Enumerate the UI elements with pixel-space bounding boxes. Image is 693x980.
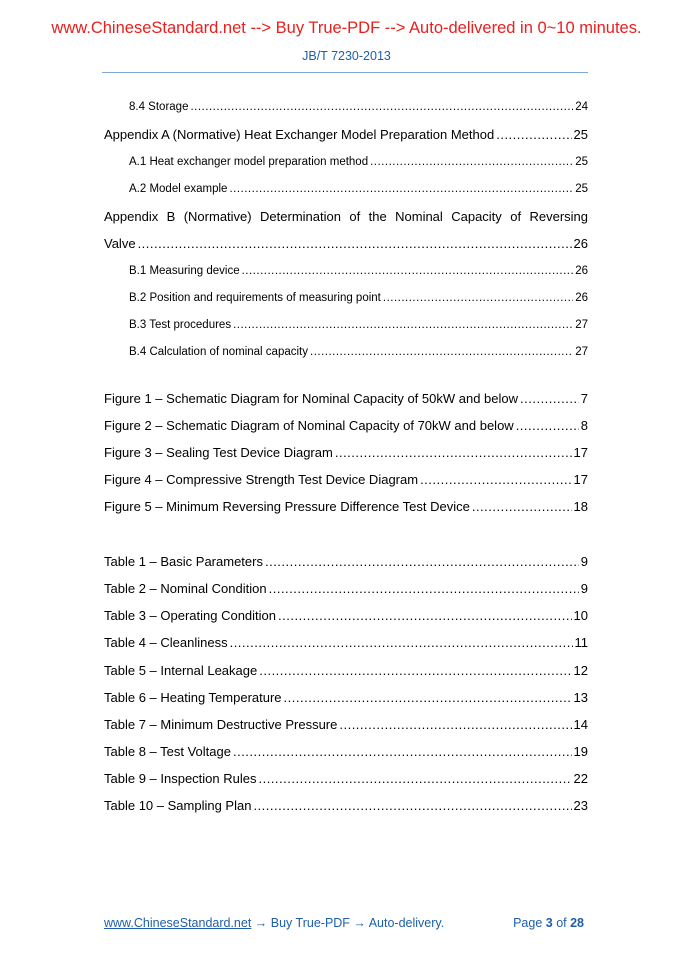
- toc-entry-page: 25: [575, 183, 588, 195]
- toc-entry-label: Table 6 – Heating Temperature: [104, 690, 282, 705]
- toc-table-8[interactable]: [104, 744, 588, 759]
- toc-leader-dots: [420, 472, 571, 487]
- toc-leader-dots: [138, 236, 572, 251]
- toc-entry-page: 24: [575, 101, 588, 113]
- toc-table-10[interactable]: [104, 798, 588, 813]
- toc-entry-page: 7: [580, 391, 588, 406]
- toc-entry-label: Table 8 – Test Voltage: [104, 744, 231, 759]
- toc-leader-dots: [242, 265, 574, 277]
- toc-entry-appendix-b-line1[interactable]: Appendix B (Normative) Determination of the Nominal Capacity of Reversing: [104, 209, 588, 224]
- toc-figure-5[interactable]: [104, 499, 588, 514]
- toc-entry-page: 13: [573, 690, 588, 705]
- page-of: of: [552, 916, 571, 930]
- toc-entry-page: 26: [575, 292, 588, 304]
- toc-entry-page: 25: [575, 156, 588, 168]
- toc-table-1[interactable]: [104, 554, 588, 569]
- toc-entry-page: 9: [580, 554, 588, 569]
- toc-table-3[interactable]: [104, 608, 588, 623]
- toc-entry-page: 18: [573, 499, 588, 514]
- toc-entry-page: 12: [573, 663, 588, 678]
- toc-entry-page: 25: [573, 127, 588, 142]
- toc-leader-dots: [258, 771, 571, 786]
- toc-entry-page: 27: [575, 346, 588, 358]
- toc-entry-a1[interactable]: [129, 156, 588, 168]
- toc-entry-b4[interactable]: [129, 346, 588, 358]
- toc-leader-dots: [265, 554, 579, 569]
- toc-entry-label: Table 4 – Cleanliness: [104, 635, 228, 650]
- toc-entry-page: 17: [573, 472, 588, 487]
- toc-entry-label: 8.4 Storage: [129, 101, 189, 113]
- toc-entry-label: Table 2 – Nominal Condition: [104, 581, 267, 596]
- toc-entry-label: Table 3 – Operating Condition: [104, 608, 277, 623]
- toc-leader-dots: [278, 608, 572, 623]
- toc-entry-a2[interactable]: [129, 183, 588, 195]
- toc-entry-page: 26: [573, 236, 588, 251]
- standard-code-header: JB/T 7230-2013: [302, 49, 391, 63]
- toc-leader-dots: [190, 101, 573, 113]
- page-word: Page: [513, 916, 546, 930]
- toc-entry-label: Figure 3 – Sealing Test Device Diagram: [104, 445, 333, 460]
- toc-entry-label: A.1 Heat exchanger model preparation method: [129, 156, 369, 168]
- toc-entry-label: Table 7 – Minimum Destructive Pressure: [104, 717, 338, 732]
- toc-entry-b2[interactable]: [129, 292, 588, 304]
- toc-leader-dots: [520, 391, 579, 406]
- toc-entry-page: 8: [580, 418, 588, 433]
- toc-figure-1[interactable]: [104, 391, 588, 406]
- toc-entry-b1[interactable]: [129, 265, 588, 277]
- toc-entry-label: Figure 2 – Schematic Diagram of Nominal Capacity of 70kW and below: [104, 418, 514, 433]
- toc-entry-label: Table 10 – Sampling Plan: [104, 798, 252, 813]
- toc-entry-label: Table 9 – Inspection Rules: [104, 771, 257, 786]
- footer-promo: [104, 916, 444, 930]
- toc-leader-dots: [335, 445, 572, 460]
- toc-entry-appendix-a[interactable]: [104, 127, 588, 142]
- toc-entry-label: B.1 Measuring device: [129, 265, 240, 277]
- toc-table-4[interactable]: [104, 635, 588, 650]
- toc-leader-dots: [383, 292, 573, 304]
- toc-entry-page: 23: [573, 798, 588, 813]
- toc-leader-dots: [472, 499, 572, 514]
- toc-entry-8-4[interactable]: [129, 101, 588, 113]
- footer-tagline: → Buy True-PDF → Auto-delivery.: [251, 916, 445, 930]
- toc-figure-2[interactable]: [104, 418, 588, 433]
- toc-entry-label: Figure 4 – Compressive Strength Test Device Diagram: [104, 472, 419, 487]
- toc-entry-label: Figure 1 – Schematic Diagram for Nominal Capacity of 50kW and below: [104, 391, 519, 406]
- toc-leader-dots: [516, 418, 579, 433]
- page-total: 28: [570, 916, 584, 930]
- toc-entry-label: Valve: [104, 236, 136, 251]
- toc-entry-label: Figure 5 – Minimum Reversing Pressure Difference Test Device: [104, 499, 470, 514]
- header-divider: [102, 72, 588, 73]
- toc-entry-label: B.3 Test procedures: [129, 319, 232, 331]
- toc-leader-dots: [253, 798, 571, 813]
- toc-leader-dots: [310, 346, 573, 358]
- toc-leader-dots: [230, 635, 573, 650]
- toc-entry-label: Table 5 – Internal Leakage: [104, 663, 258, 678]
- toc-leader-dots: [339, 717, 571, 732]
- toc-entry-label: Table 1 – Basic Parameters: [104, 554, 263, 569]
- toc-entry-page: 14: [573, 717, 588, 732]
- page-current: 3: [545, 916, 553, 930]
- toc-entry-page: 19: [573, 744, 588, 759]
- toc-entry-page: 10: [573, 608, 588, 623]
- toc-entry-appendix-b[interactable]: [104, 236, 588, 251]
- page-number: [513, 916, 584, 930]
- toc-table-9[interactable]: [104, 771, 588, 786]
- toc-entry-page: 11: [574, 635, 588, 650]
- toc-entry-b3[interactable]: [129, 319, 588, 331]
- toc-leader-dots: [269, 581, 579, 596]
- toc-entry-page: 27: [575, 319, 588, 331]
- toc-leader-dots: [284, 690, 572, 705]
- toc-leader-dots: [370, 156, 573, 168]
- toc-leader-dots: [229, 183, 573, 195]
- toc-table-2[interactable]: [104, 581, 588, 596]
- footer-site-link[interactable]: www.ChineseStandard.net: [104, 916, 252, 930]
- toc-table-7[interactable]: [104, 717, 588, 732]
- toc-leader-dots: [233, 744, 572, 759]
- toc-entry-label: A.2 Model example: [129, 183, 228, 195]
- toc-entry-page: 22: [573, 771, 588, 786]
- toc-table-6[interactable]: [104, 690, 588, 705]
- toc-table-5[interactable]: [104, 663, 588, 678]
- toc-figure-3[interactable]: [104, 445, 588, 460]
- toc-entry-page: 26: [575, 265, 588, 277]
- toc-entry-page: 9: [580, 581, 588, 596]
- toc-leader-dots: [496, 127, 571, 142]
- toc-figure-4[interactable]: [104, 472, 588, 487]
- page-footer: [104, 916, 588, 930]
- promo-banner[interactable]: www.ChineseStandard.net --> Buy True-PDF --> Auto-delivered in 0~10 minutes.: [51, 19, 642, 37]
- toc-leader-dots: [259, 663, 571, 678]
- toc-entry-label: Appendix A (Normative) Heat Exchanger Model Preparation Method: [104, 127, 495, 142]
- toc-entry-label: B.4 Calculation of nominal capacity: [129, 346, 308, 358]
- toc-entry-page: 17: [573, 445, 588, 460]
- toc-leader-dots: [233, 319, 573, 331]
- toc-entry-label: B.2 Position and requirements of measuring point: [129, 292, 381, 304]
